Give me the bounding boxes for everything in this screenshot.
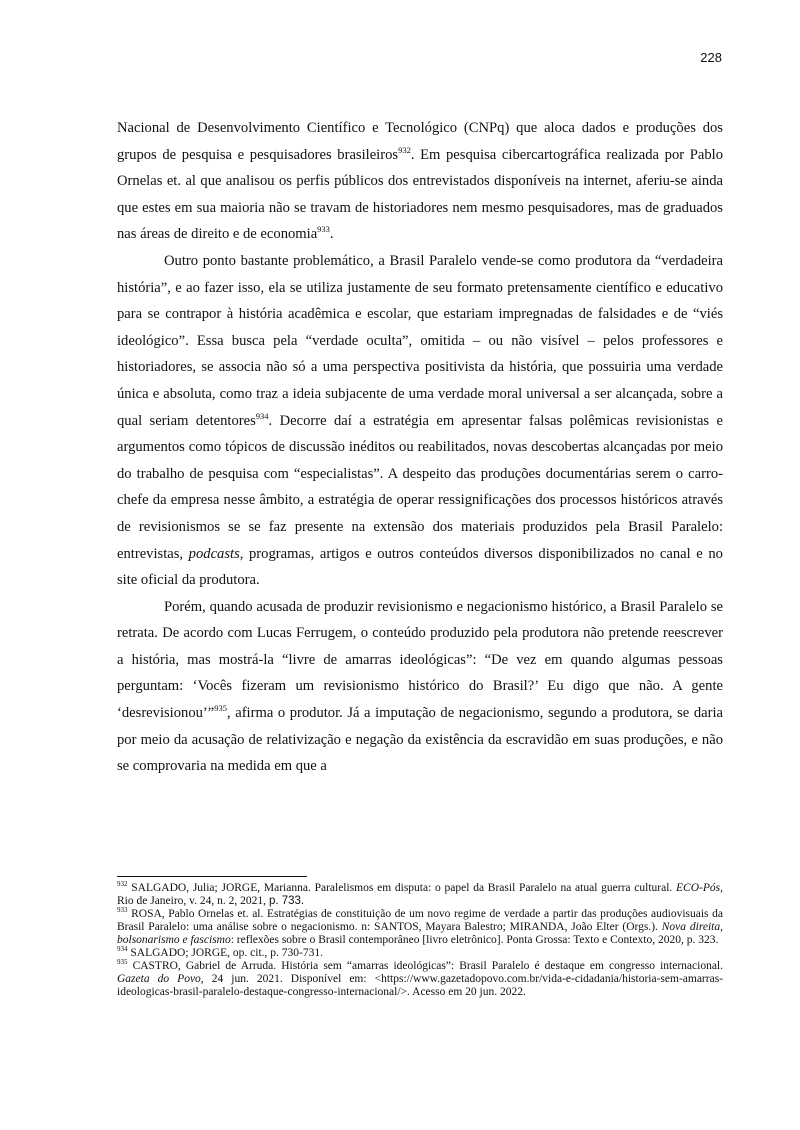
footnote-932: $^{932}$ SALGADO, Julia; JORGE, Marianna. Paralelismos em disputa: o papel da Brasil Paralelo na atual guerra cultural. ECO-Pós, Rio de Janeiro, v. 24, n. 2, 2021, p. 733. <box>117 880 723 907</box>
paragraph-2: Outro ponto bastante problemático, a Brasil Paralelo vende-se como produtora da “verdadeira história”, e ao fazer isso, ela se utiliza justamente de seu formato pretensamente científico e educativo para se contrapor à história acadêmica e escolar, que estariam impregnadas de falsidades e de “viés ideológico”. Essa busca pela “verdade oculta”, omitida – ou não visível – pelos professores e historiadores, se associa não só a uma perspectiva positivista da história, que possuiria uma verdade única e absoluta, como traz a ideia subjacente de uma verdade moral universal a ser alcançada, sobre a qual seriam detentores$^{934}$. Decorre daí a estratégia em apresentar falsas polêmicas revisionistas e argumentos como tópicos de discussão inéditos ou reabilitados, novas descobertas alcançadas por meio do trabalho de pesquisa com “especialistas”. A despeito das produções documentárias serem o carro-chefe da empresa nesse âmbito, a estratégia de operar ressignificações dos processos históricos através de revisionismos se se faz presente na extensão dos materiais produzidos pela Brasil Paralelo: entrevistas, podcasts, programas, artigos e outros conteúdos diversos disponibilizados no canal e no site oficial da produtora. <box>117 252 723 589</box>
paragraph-1: Nacional de Desenvolvimento Científico e Tecnológico (CNPq) que aloca dados e produções dos grupos de pesquisa e pesquisadores brasileiros$^{932}$. Em pesquisa cibercartográfica realizada por Pablo Ornelas et. al que analisou os perfis públicos dos entrevistados disponíveis na internet, aferiu-se ainda que estes em sua maioria não se travam de historiadores nem mesmo pesquisadores, mas de graduados nas áreas de direito e de economia$^{933}$. <box>117 120 723 243</box>
page-number: 228 <box>700 50 722 65</box>
footnote-ref-933[interactable]: 933 <box>317 224 330 235</box>
footnote-separator <box>117 876 307 877</box>
footnote-935: $^{935}$ CASTRO, Gabriel de Arruda. História sem “amarras ideológicas”: Brasil Paralelo é destaque em congresso internacional. Gazeta do Povo, 24 jun. 2021. Disponível em: <https://www.gazetadopovo.com.br/vida-e-cidadania/historia-sem-amarras-ideologicas-brasil-paralelo-destaque-congresso-internacional/>. Acesso em 20 jun. 2022. <box>117 958 723 998</box>
footnotes <box>117 882 723 999</box>
body-text <box>117 115 723 780</box>
footnote-ref-935[interactable]: 935 <box>214 703 228 714</box>
footnote-ref-934[interactable]: 934 <box>255 410 269 421</box>
footnote-933: $^{933}$ ROSA, Pablo Ornelas et. al. Estratégias de constituição de um novo regime de verdade a partir das produções audiovisuais da Brasil Paralelo: uma análise sobre o negacionismo. n: SANTOS, Mayara Balestro; MIRANDA, João Elter (Orgs.). Nova direita, bolsonarismo e fascismo: reflexões sobre o Brasil contemporâneo [livro eletrônico]. Ponta Grossa: Texto e Contexto, 2020, p. 323. <box>117 906 723 946</box>
footnote-ref-932[interactable]: 932 <box>398 144 411 155</box>
footnote-934: $^{934}$ SALGADO; JORGE, op. cit., p. 730-731. <box>117 945 323 959</box>
paragraph-3: Porém, quando acusada de produzir revisionismo e negacionismo histórico, a Brasil Paralelo se retrata. De acordo com Lucas Ferrugem, o conteúdo produzido pela produtora não pretende reescrever a história, mas mostrá-la “livre de amarras ideológicas”: “De vez em quando algumas pessoas perguntam: ‘Vocês fizeram um revisionismo histórico do Brasil?’ Eu digo que não. A gente ‘desrevisionou’”$^{935}$, afirma o produtor. Já a imputação de negacionismo, segundo a produtora, se daria por meio da acusação de relativização e negação da existência da escravidão em suas produções, e não se comprovaria na medida em que a <box>117 598 723 775</box>
